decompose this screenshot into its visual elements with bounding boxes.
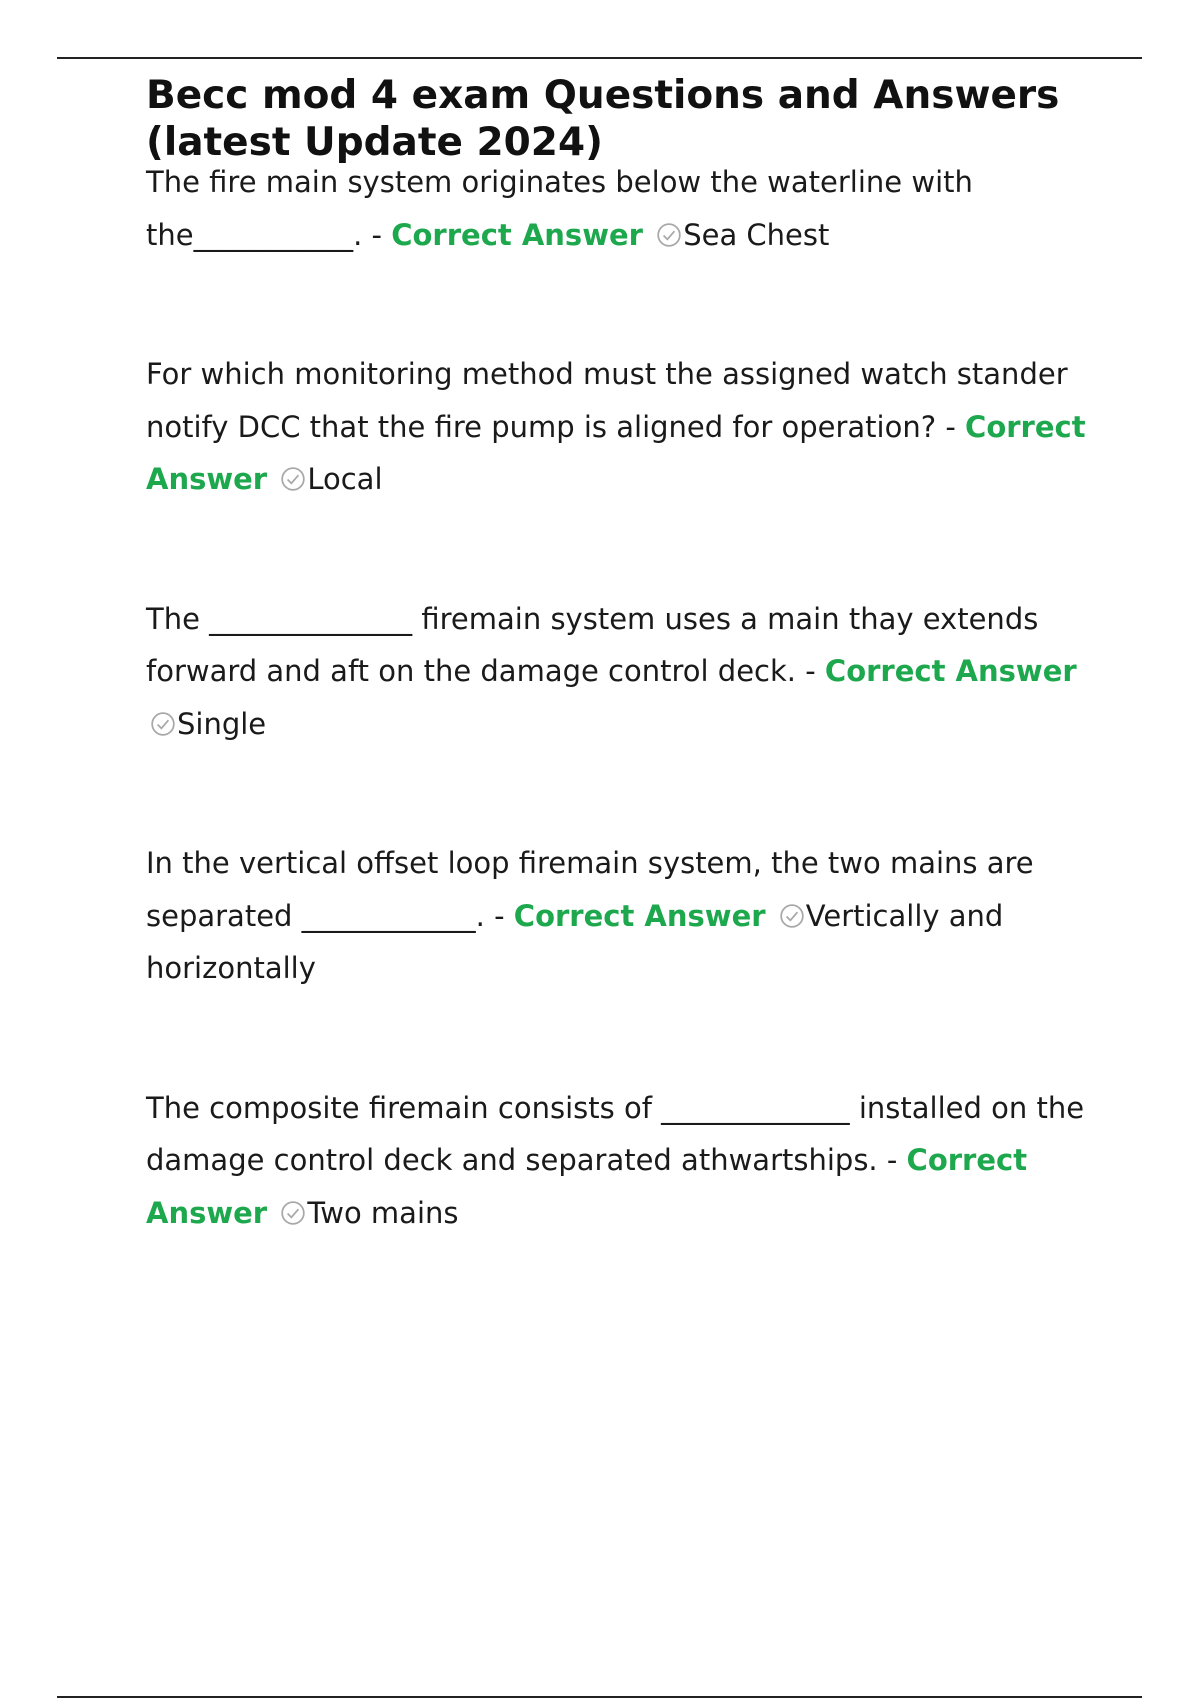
answer-text: Local — [307, 462, 383, 496]
question-text: In the vertical offset loop firemain system, the two mains are separated ____________. - — [146, 846, 1034, 933]
qa-item — [146, 837, 1096, 995]
answer-text: Two mains — [307, 1195, 459, 1230]
check-circle-icon — [656, 222, 682, 248]
check-circle-icon — [280, 466, 306, 492]
qa-item — [146, 156, 1096, 261]
question-text: The composite firemain consists of _____________ installed on the damage control deck and separated athwartships. - — [146, 1090, 1085, 1177]
check-circle-icon — [150, 711, 176, 737]
correct-answer-label: Correct Answer — [391, 217, 643, 252]
question-text: The ______________ firemain system uses a main thay extends forward and aft on the damage control deck. - — [146, 601, 1039, 688]
qa-item — [146, 348, 1096, 506]
top-rule — [57, 57, 1142, 59]
bottom-rule — [57, 1696, 1142, 1698]
answer-text: Single — [177, 706, 267, 741]
question-text: For which monitoring method must the assigned watch stander notify DCC that the fire pump is aligned for operation? - — [146, 357, 1068, 444]
answer-text: Vertically and horizontally — [146, 898, 1004, 985]
correct-answer-label: Correct Answer — [824, 654, 1077, 688]
document-body — [146, 72, 1096, 1239]
correct-answer-label: Correct Answer — [513, 898, 766, 933]
check-circle-icon — [280, 1200, 306, 1226]
check-circle-icon — [779, 903, 805, 929]
correct-answer-label: Correct Answer — [146, 409, 1086, 496]
answer-text: Sea Chest — [683, 217, 830, 252]
qa-list — [146, 156, 1096, 1239]
question-text: The fire main system originates below the waterline with the___________. - — [146, 165, 973, 252]
qa-item — [146, 593, 1096, 751]
correct-answer-label: Correct Answer — [146, 1143, 1028, 1230]
qa-item — [146, 1082, 1096, 1240]
document-title: Becc mod 4 exam Questions and Answers (latest Update 2024) — [146, 73, 1060, 165]
